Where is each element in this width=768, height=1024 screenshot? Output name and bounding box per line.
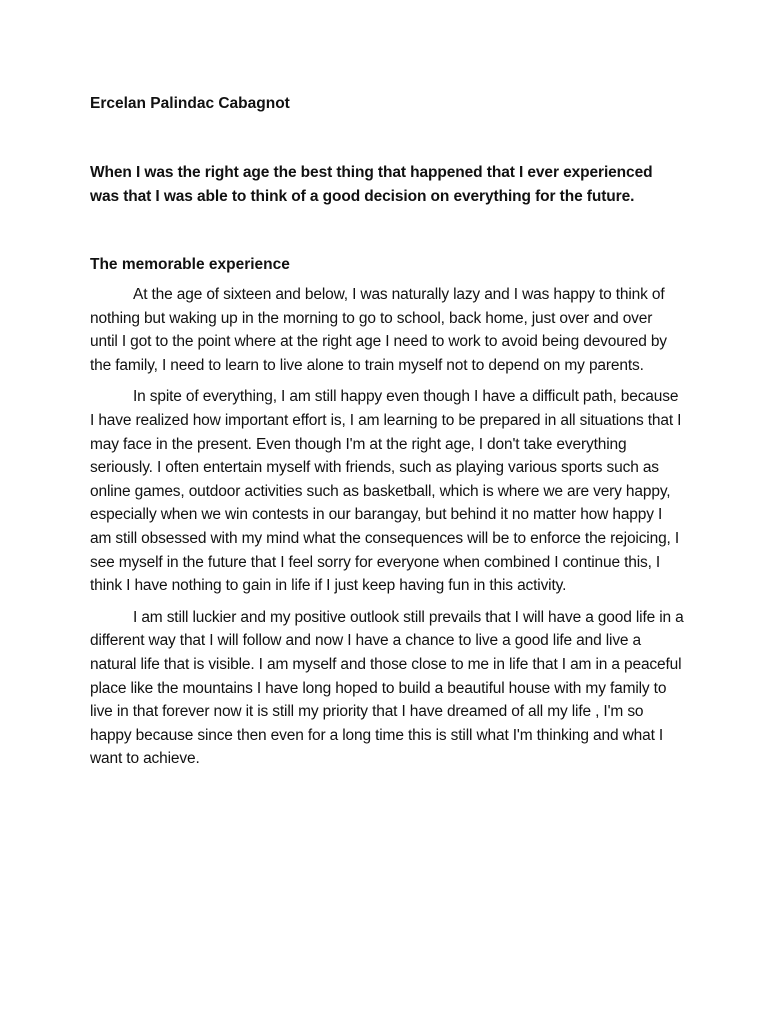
thesis-statement: When I was the right age the best thing that happened that I ever experienced was that I was able to think of a good decision on everything for the future. (90, 164, 653, 205)
document-page (90, 92, 684, 771)
paragraph: In spite of everything, I am still happy even though I have a difficult path, because I have realized how important effort is, I am learning to be prepared in all situations that I may face in the present. Even though I'm at the right age, I don't take everything seriously. I often entertain myself with friends, such as playing various sports such as online games, outdoor activities such as basketball, which is where we are very happy, especially when we win contests in our barangay, but behind it no matter how happy I am still obsessed with my mind what the consequences will be to enforce the rejoicing, I see myself in the future that I feel sorry for everyone when combined I continue this, I think I have nothing to gain in life if I just keep having fun in this activity. (90, 388, 682, 595)
paragraph: I am still luckier and my positive outlook still prevails that I will have a good life in a different way that I will follow and now I have a chance to live a good life and live a natural life that is visible. I am myself and those close to me in life that I am in a peaceful place like the mountains I have long hoped to build a beautiful house with my family to live in that forever now it is still my priority that I have dreamed of all my life , I'm so happy because since then even for a long time this is still what I'm thinking and what I want to achieve. (90, 608, 684, 768)
author-name: Ercelan Palindac Cabagnot (90, 95, 290, 112)
section-title: The memorable experience (90, 256, 290, 273)
body-text (90, 283, 684, 771)
paragraph: At the age of sixteen and below, I was naturally lazy and I was happy to think of nothing but waking up in the morning to go to school, back home, just over and over until I got to the point where at the right age I need to work to avoid being devoured by the family, I need to learn to live alone to train myself not to depend on my parents. (90, 286, 667, 374)
